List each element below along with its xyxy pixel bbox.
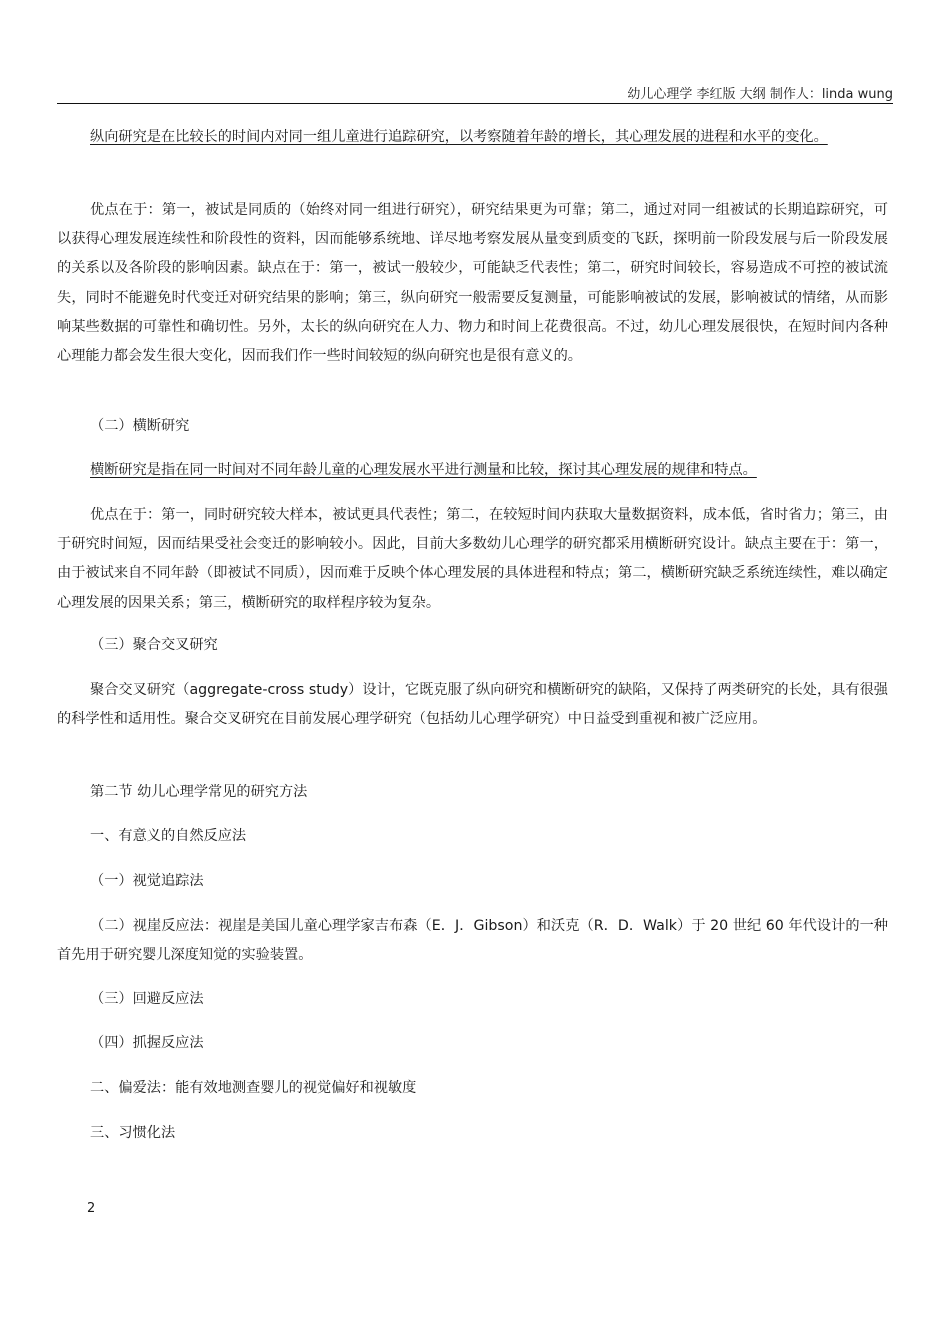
method-habituation: 三、习惯化法	[90, 1125, 176, 1141]
header-rule	[57, 103, 893, 104]
cross-sectional-definition	[57, 456, 888, 485]
method-avoidance-response: （三）回避反应法	[90, 991, 204, 1007]
cross-sectional-definition-text: 横断研究是指在同一时间对不同年龄儿童的心理发展水平进行测量和比较，探讨其心理发展的规律和特点。	[90, 462, 757, 478]
cross-sectional-pros-cons: 优点在于：第一，同时研究较大样本，被试更具代表性；第二，在较短时间内获取大量数据资料，成本低，省时省力；第三，由于研究时间短，因而结果受社会变迁的影响较小。因此，目前大多数幼儿心理学的研究都采用横断研究设计。缺点主要在于：第一，由于被试来自不同年龄（即被试不同质），因而难于反映个体心理发展的具体进程和特点；第二，横断研究缺乏系统连续性，难以确定心理发展的因果关系；第三，横断研究的取样程序较为复杂。	[57, 507, 888, 611]
heading-cross-sectional: （二）横断研究	[90, 418, 190, 434]
heading-aggregate-cross: （三）聚合交叉研究	[90, 637, 218, 653]
method-grasping-response: （四）抓握反应法	[90, 1035, 204, 1051]
method-natural-response: 一、有意义的自然反应法	[90, 828, 247, 844]
method-preference: 二、偏爱法：能有效地测查婴儿的视觉偏好和视敏度	[90, 1080, 417, 1096]
method-visual-cliff: （二）视崖反应法：视崖是美国儿童心理学家吉布森（E．J．Gibson）和沃克（R．D．Walk）于 20 世纪 60 年代设计的一种首先用于研究婴儿深度知觉的实验装置。	[57, 918, 888, 964]
longitudinal-definition	[57, 123, 888, 152]
method-visual-tracking: （一）视觉追踪法	[90, 873, 204, 889]
longitudinal-pros-cons: 优点在于：第一，被试是同质的（始终对同一组进行研究），研究结果更为可靠；第二，通过对同一组被试的长期追踪研究，可以获得心理发展连续性和阶段性的资料，因而能够系统地、详尽地考察发展从量变到质变的飞跃，探明前一阶段发展与后一阶段发展的关系以及各阶段的影响因素。缺点在于：第一，被试一般较少，可能缺乏代表性；第二，研究时间较长，容易造成不可控的被试流失，同时不能避免时代变迁对研究结果的影响；第三，纵向研究一般需要反复测量，可能影响被试的发展，影响被试的情绪，从而影响某些数据的可靠性和确切性。另外，太长的纵向研究在人力、物力和时间上花费很高。不过，幼儿心理发展很快，在短时间内各种心理能力都会发生很大变化，因而我们作一些时间较短的纵向研究也是很有意义的。	[57, 202, 888, 365]
longitudinal-definition-text: 纵向研究是在比较长的时间内对同一组儿童进行追踪研究，以考察随着年龄的增长，其心理发展的进程和水平的变化。	[90, 129, 828, 145]
section-heading-methods: 第二节 幼儿心理学常见的研究方法	[90, 784, 308, 800]
running-header: 幼儿心理学 李红版 大纲 制作人：linda wung	[627, 87, 893, 102]
aggregate-cross-description: 聚合交叉研究（aggregate-cross study）设计，它既克服了纵向研究和横断研究的缺陷，又保持了两类研究的长处，具有很强的科学性和适用性。聚合交叉研究在目前发展心理学研究（包括幼儿心理学研究）中日益受到重视和被广泛应用。	[57, 682, 888, 728]
page-number: 2	[87, 1201, 96, 1216]
